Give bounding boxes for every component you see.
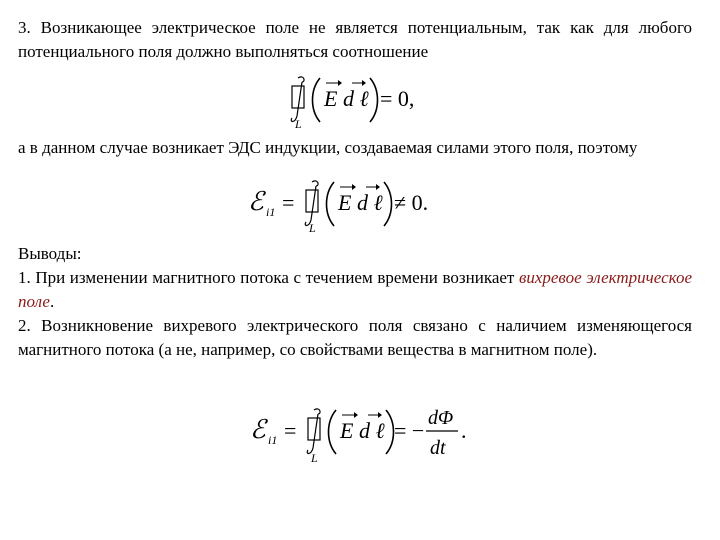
conclusion-1-suffix: . bbox=[49, 292, 55, 311]
formula3-denominator: dt bbox=[430, 437, 446, 459]
paragraph-2: а в данном случае возникает ЭДС индукции, создаваемая силами этого поля, поэтому bbox=[18, 138, 638, 157]
right-paren bbox=[384, 182, 392, 226]
formula3-integrand: E d ℓ bbox=[340, 418, 385, 443]
formula2-integrand: E d ℓ bbox=[338, 190, 383, 215]
formula3-contour: L bbox=[311, 451, 318, 465]
formula3-relation: = − bbox=[394, 418, 425, 443]
closed-integral-sign bbox=[307, 409, 320, 454]
conclusion-1-prefix: 1. При изменении магнитного потока с течением времени возникает bbox=[18, 268, 519, 287]
conclusions-heading: Выводы: bbox=[18, 244, 82, 263]
formula3-lhs: ℰ bbox=[250, 415, 266, 444]
formula3-numerator: dΦ bbox=[428, 407, 454, 429]
formula2-contour: L bbox=[309, 221, 316, 235]
right-paren bbox=[386, 410, 394, 454]
conclusion-1-highlight: вихревое электрическое поле bbox=[18, 268, 692, 311]
formula-circulation-zero bbox=[286, 72, 446, 132]
formula1-integrand: E d ℓ bbox=[324, 86, 369, 111]
formula1-relation: = 0, bbox=[380, 86, 415, 111]
paragraph-conclusions bbox=[18, 242, 692, 362]
paragraph-1: 3. Возникающее электрическое поле не является потенциальным, так как для любого потенциального поля должно выполняться соотношение bbox=[18, 18, 692, 61]
closed-integral-sign bbox=[305, 181, 318, 226]
formula2-eq: = bbox=[282, 190, 295, 215]
conclusion-item-2: 2. Возникновение вихревого электрического поля связано с наличием изменяющегося магнитного потока (а не, например, со свойствами вещества в магнитном поле). bbox=[18, 316, 692, 359]
formula3-lhs-sub: i1 bbox=[268, 433, 278, 447]
formula1-contour: L bbox=[295, 117, 302, 131]
closed-integral-sign bbox=[291, 77, 304, 122]
left-paren bbox=[313, 78, 321, 122]
left-paren bbox=[329, 410, 337, 454]
formula3-tail: . bbox=[461, 418, 467, 443]
formula2-lhs-sub: i1 bbox=[266, 205, 276, 219]
formula2-relation: ≠ 0. bbox=[394, 190, 429, 215]
formula-emf-flux bbox=[250, 402, 490, 468]
right-paren bbox=[370, 78, 378, 122]
formula3-eq: = bbox=[284, 418, 297, 443]
conclusion-item-1 bbox=[18, 266, 692, 314]
formula-emf-nonzero bbox=[248, 176, 448, 238]
left-paren bbox=[327, 182, 335, 226]
formula2-lhs: ℰ bbox=[248, 187, 264, 216]
